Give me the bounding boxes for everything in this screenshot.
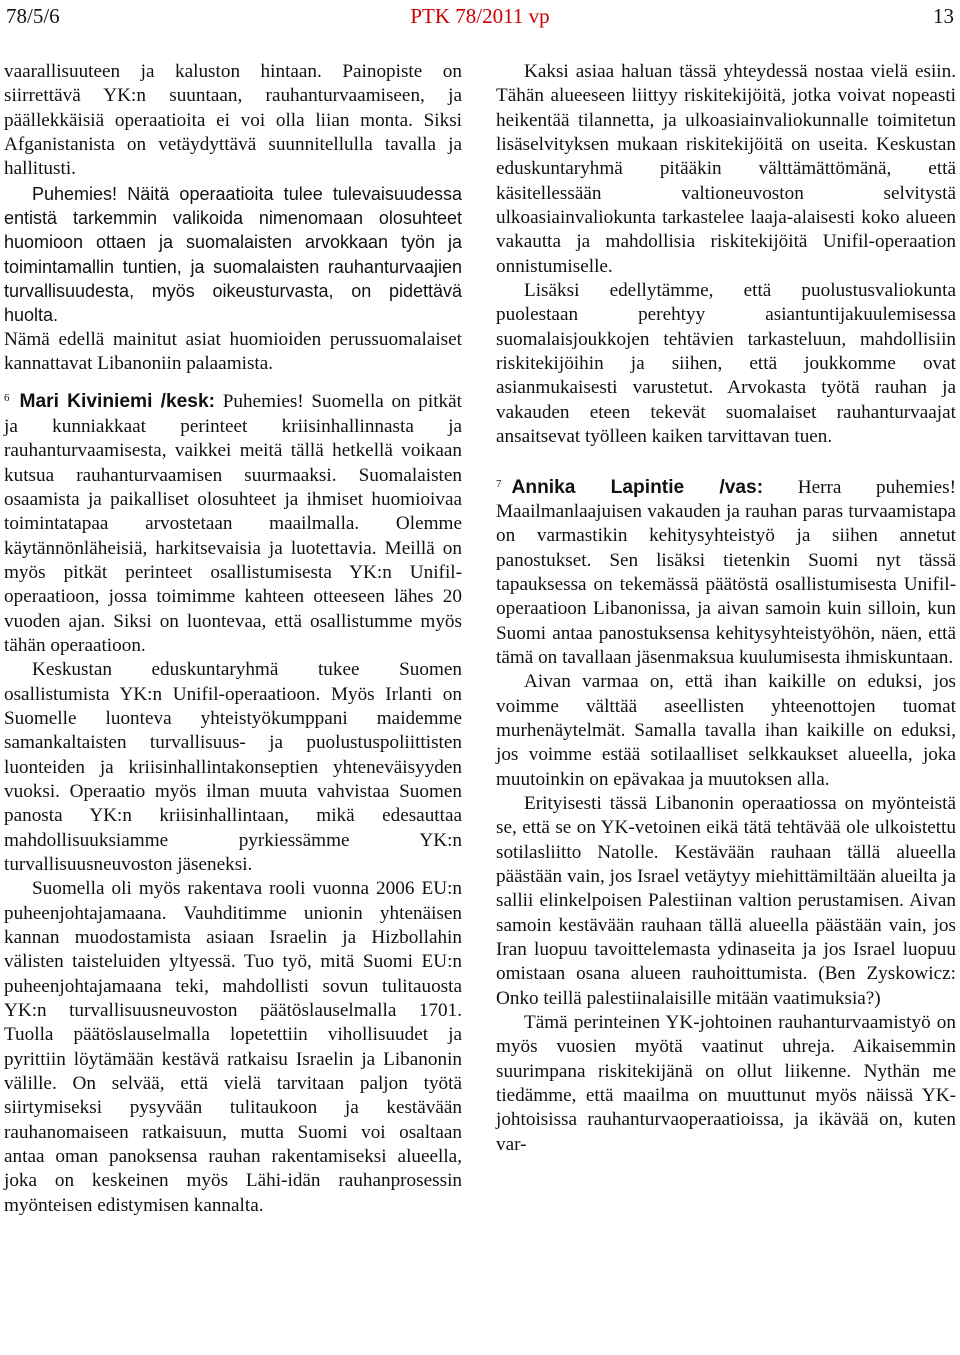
- paragraph-text: Puhemies! Näitä operaatioita tulee tulevaisuudessa entistä tarkemmin valikoida nimenomaan olosuhteet huomioon ottaen ja suomalaisten arvokkaan työn ja toimintamallin tuntien, ja suomalaisten rauhanturvaajien turvallisuudesta, myös oikeusturvasta, on pidettävä huolta.: [4, 183, 462, 326]
- paragraph-text: Herra puhemies! Maailmanlaajuisen vakauden ja rauhan paras turvaamistapa on varmastikin kehitysyhteistyö ja siihen annetut panostukset. Sen lisäksi tietenkin Suomi nyt tässä tapauksessa on tekemässä päätöstä osallistumisesta Unifil-operaatioon Libanonissa, ja aivan samoin kuin silloin, kun Suomi antaa panostuksensa kehitysyhteistyöhön, näen, että tämä on tavallaan jäsenmaksua kuulumisesta ihmiskuntaan.: [496, 476, 956, 668]
- paragraph-text: Puhemies! Suomella on pitkät ja kunniakkaat perinteet kriisinhallinnasta ja rauhanturvaamisesta, vaikkei meitä tällä hetkellä voikaan kutsua rauhanturvaamisen suurmaaksi. Suomalaisten osaamista ja paikalliset olosuhteet ja ihmiset huomioivaa toimintatapaa arvostetaan maailmalla. Olemme käytännönläheisiä, harkitsevaisia ja luotettavia. Meillä on myös pitkät perinteet osallistumisesta YK:n Unifil-operaatioon, jossa toimimme kahteen otteeseen lähes 20 vuoden ajan. Siksi on luontevaa, että osallistumme myös tähän operaatioon.: [4, 391, 462, 656]
- minutes-title: PTK 78/2011 vp: [410, 4, 550, 28]
- paragraph: Aivan varmaa on, että ihan kaikille on eduksi, jos voimme välttää aseellisten yhteenottojen tuomat murhenäytelmät. Samalla tavalla ihan kaikille on eduksi, jos voimme estää sotilaalliset selkkaukset alueella, joka muutoinkin on epävakaa ja muutoksen alla.: [496, 671, 956, 790]
- paragraph: Erityisesti tässä Libanonin operaatiossa on myönteistä se, että se on YK-vetoinen eikä tätä tehtävää ole ulkoistettu sotilasliitto Natolle. Kestävään rauhaan tällä alueella päästään vain, jos Israel vetäytyy miehittämiltään alueilta ja sallii elinkelpoisen Palestiinan valtion perustamisen. Aivan samoin kestävään rauhaan tällä alueella päästään vain, jos Iran luopuu tavoittelemasta ydinaseita ja jos Israel luopuu omistaan osana alueen rauhoittumista. (Ben Zyskowicz: Onko teillä palestiinalaisille mitään vaatimuksia?): [496, 792, 956, 1009]
- speaker-name: Mari Kiviniemi /kesk:: [19, 391, 216, 413]
- right-column: [496, 60, 956, 1157]
- speech-number: 7: [496, 477, 502, 490]
- paragraph: Keskustan eduskuntaryhmä tukee Suomen osallistumista YK:n Unifil-operaatioon. Myös Irlanti on Suomelle luonteva yhteistyökumppani maidemme samankaltaisten turvallisuus- ja puolustuspoliittisten luonteiden ja kriisinhallintakonseptien yhteneväisyyden vuoksi. Operaatio myös ilman muuta vahvistaa Suomen panosta YK:n kriisinhallintaan, mikä edesauttaa mahdollisuuksiamme pyrkiessämme YK:n turvallisuusneuvoston jäseneksi.: [4, 659, 462, 875]
- speaker-name: Annika Lapintie /vas:: [511, 476, 764, 498]
- page-header: [0, 0, 960, 36]
- paragraph: [4, 182, 462, 328]
- page-number: 13: [933, 4, 954, 28]
- left-column: [4, 60, 462, 1218]
- paragraph: Kaksi asiaa haluan tässä yhteydessä nostaa vielä esiin. Tähän alueeseen liittyy riskitekijöitä, jotka voivat nopeasti heikentää tilannetta, ja ulkoasiainvaliokunnalle toimitetun lisäselvityksen mukaan riskitekijöitä on useita. Keskustan eduskuntaryhmä pitääkin välttämättömänä, että käsitellessään valtioneuvoston selvitystä ulkoasiainvaliokunta tarkastelee laaja-alaisesti koko alueen vakautta ja mahdollisia riskitekijöitä Unifil-operaation onnistumiselle.: [496, 61, 956, 277]
- paragraph: Lisäksi edellytämme, että puolustusvaliokunta puolestaan perehtyy asiantuntijakuulemisessa suomalaisjoukkojen tehtävien tarkasteluun, mahdollisiin riskitekijöihin ja siihen, että joukkomme ovat asianmukaisesti varustetut. Arvokasta työtä rauhan ja vakauden eteen tekevät suomalaiset rauhanturvaajat ansaitsevat työlleen kaiken tarvittavan tuen.: [496, 280, 956, 448]
- speech-number: 6: [4, 392, 10, 405]
- speech-start: [496, 472, 956, 671]
- speech-start: [4, 386, 462, 658]
- paragraph: vaarallisuuteen ja kaluston hintaan. Painopiste on siirrettävä YK:n suuntaan, rauhanturvaamiseen, ja päällekkäisiä operaatioita ei voi olla liian monta. Siksi Afganistanista on vetäydyttävä suunnitellulla tavalla ja hallitusti.: [4, 61, 462, 180]
- paragraph: Nämä edellä mainitut asiat huomioiden perussuomalaiset kannattavat Libanoniin palaamista.: [4, 328, 462, 375]
- document-code: 78/5/6: [6, 4, 60, 28]
- paragraph: Suomella oli myös rakentava rooli vuonna 2006 EU:n puheenjohtajamaana. Vauhditimme unionin yhtenäisen kannan muodostamista asiaan Israelin ja Hizbollahin välisten taisteluiden yltyessä. Tuo työ, mitä Suomi EU:n puheenjohtajamaana teki, mahdollisti sovun tulitauosta YK:n turvallisuusneuvoston päätöslauselmalla 1701. Tuolla päätöslauselmalla lopetettiin vihollisuudet ja pyrittiin löytämään kestävä ratkaisu Israelin ja Libanonin välille. On selvää, että vielä tarvitaan paljon työtä siirtymiseksi pysyvään tulitaukoon ja kestävään rauhanomaiseen ratkaisuun, mutta Suomi voi osaltaan antaa oman panoksensa rauhan rakentamiseksi alueella, joka on keskeinen myös Lähi-idän rauhanprosessin myönteisen edistymisen kannalta.: [4, 878, 462, 1216]
- paragraph: Tämä perinteinen YK-johtoinen rauhanturvaamistyö on myös vuosien myötä vaatinut uhreja. Aikaisemmin suurimpana riskitekijänä on ollut liikenne. Nythän me tiedämme, että maailma on muuttunut myös näissä YK-johtoisissa rauhanturvaoperaatioissa, ja ikävää on, kuten var-: [496, 1012, 956, 1155]
